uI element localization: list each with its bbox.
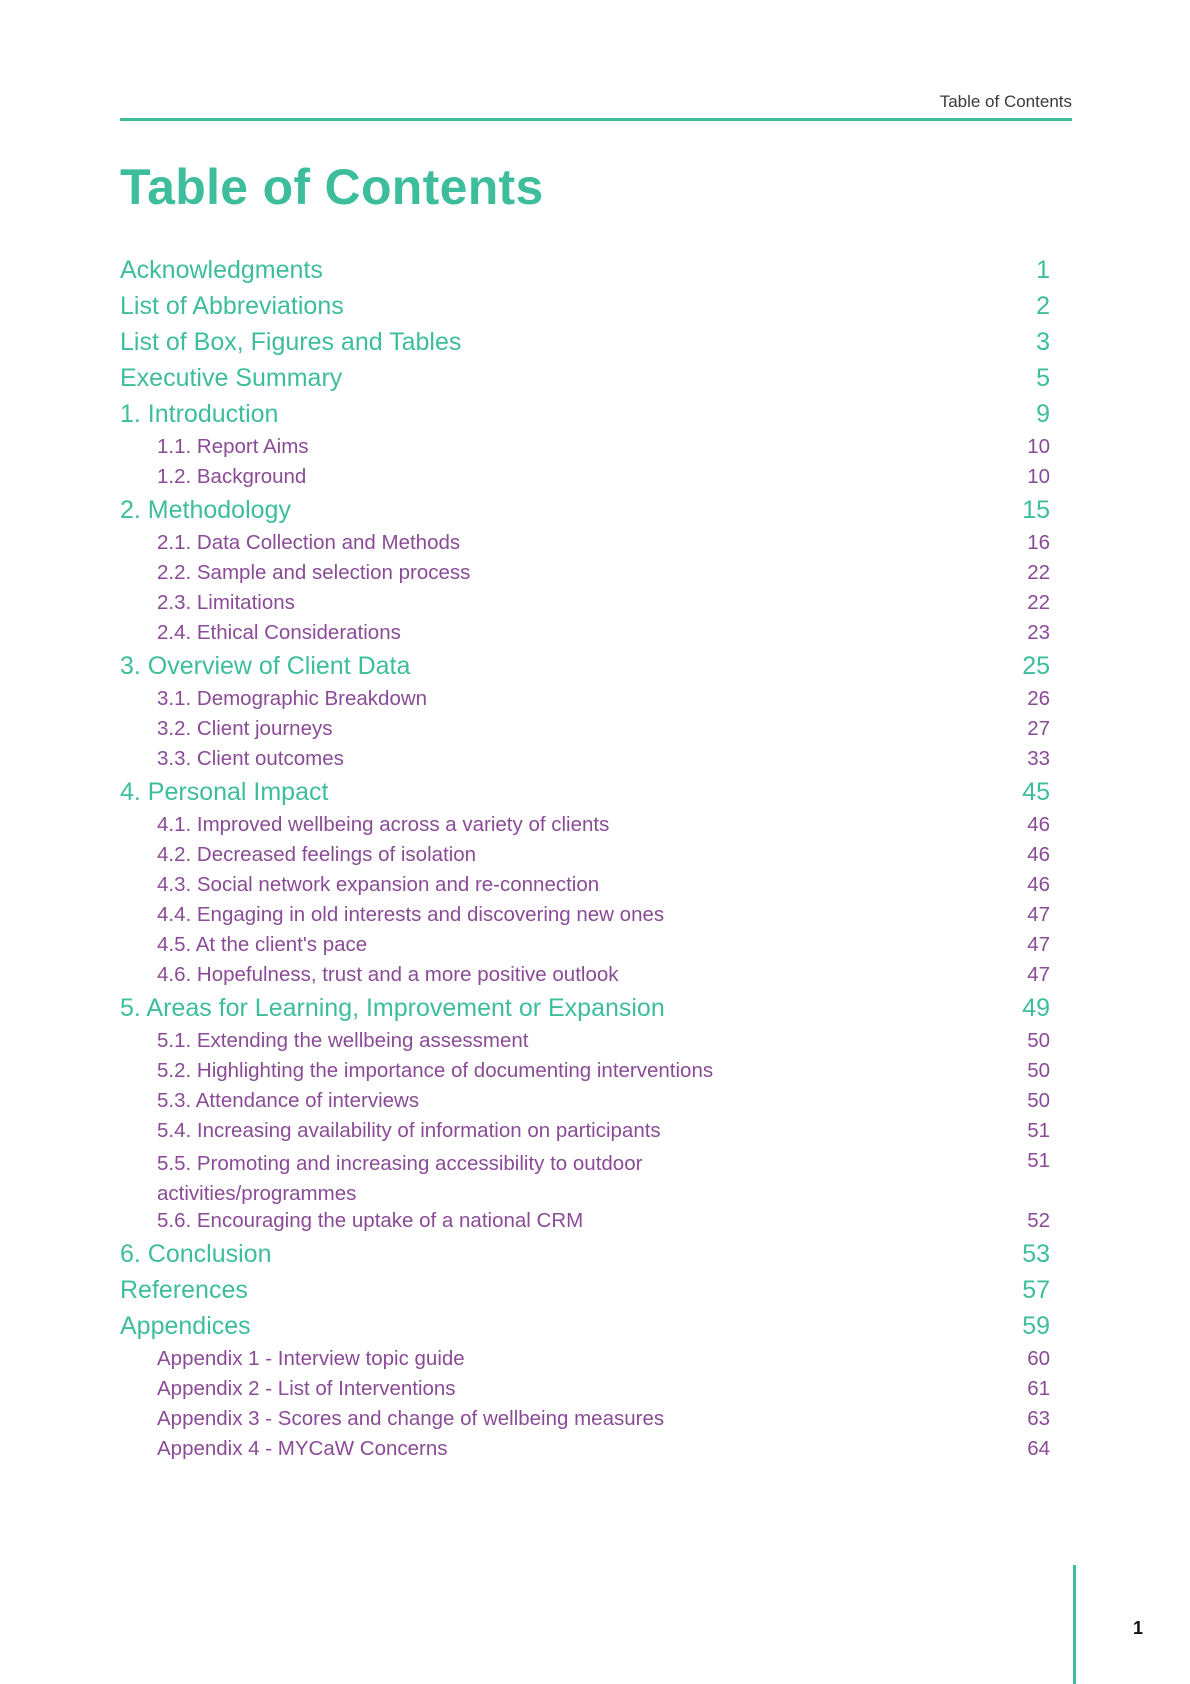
toc-page-number: 49 (1022, 994, 1050, 1022)
toc-label: Executive Summary (120, 364, 343, 392)
toc-label: List of Abbreviations (120, 292, 344, 320)
toc-page-number: 22 (1027, 591, 1050, 614)
toc-page-number: 27 (1027, 717, 1050, 740)
toc-page-number: 47 (1027, 903, 1050, 926)
toc-page-number: 63 (1027, 1407, 1050, 1430)
toc-page-number: 52 (1027, 1209, 1050, 1232)
toc-label: Appendix 4 - MYCaW Concerns (157, 1437, 448, 1460)
toc-label: 3.2. Client journeys (157, 717, 333, 740)
toc-label: Appendix 1 - Interview topic guide (157, 1347, 465, 1370)
toc-page-number: 3 (1036, 328, 1050, 356)
toc-label: 1.2. Background (157, 465, 307, 488)
toc-page-number: 46 (1027, 813, 1050, 836)
toc-page-number: 2 (1036, 292, 1050, 320)
toc-page-number: 46 (1027, 843, 1050, 866)
toc-page-number: 57 (1022, 1276, 1050, 1304)
toc-label: 5.5. Promoting and increasing accessibility to outdoor activities/programmes (157, 1152, 643, 1205)
toc-label: List of Box, Figures and Tables (120, 328, 462, 356)
toc-page-number: 45 (1022, 778, 1050, 806)
toc-label: Acknowledgments (120, 256, 323, 284)
footer-rule (1073, 1565, 1076, 1684)
toc-page-number: 33 (1027, 747, 1050, 770)
page-title: Table of Contents (120, 159, 544, 215)
toc-page-number: 9 (1036, 400, 1050, 428)
toc-page-number: 60 (1027, 1347, 1050, 1370)
toc-label: 6. Conclusion (120, 1240, 272, 1268)
toc-page-number: 1 (1036, 256, 1050, 284)
toc-page-number: 51 (1027, 1149, 1050, 1172)
toc-page-number: 47 (1027, 963, 1050, 986)
toc-label: 5.4. Increasing availability of information on participants (157, 1119, 661, 1142)
toc-label: 2.4. Ethical Considerations (157, 621, 401, 644)
toc-page-number: 22 (1027, 561, 1050, 584)
toc-page-number: 53 (1022, 1240, 1050, 1268)
running-header: Table of Contents (939, 92, 1072, 111)
page-number: 1 (1133, 1618, 1144, 1638)
toc-label: 5.2. Highlighting the importance of documenting interventions (157, 1059, 714, 1082)
toc-page-number: 50 (1027, 1089, 1050, 1112)
toc-label: 5.3. Attendance of interviews (157, 1089, 420, 1112)
toc-label: Appendix 2 - List of Interventions (157, 1377, 456, 1400)
toc-page-number: 23 (1027, 621, 1050, 644)
toc-label: 4.5. At the client's pace (157, 933, 368, 956)
toc-page-number: 50 (1027, 1029, 1050, 1052)
toc-label: 2.3. Limitations (157, 591, 295, 614)
toc-label: 4.4. Engaging in old interests and discovering new ones (157, 903, 665, 926)
toc-page-number: 46 (1027, 873, 1050, 896)
toc-label: 5. Areas for Learning, Improvement or Expansion (120, 994, 665, 1022)
toc-page-number: 51 (1027, 1119, 1050, 1142)
toc-page-number: 10 (1027, 435, 1050, 458)
toc-label: 3.1. Demographic Breakdown (157, 687, 428, 710)
toc-label: 3.3. Client outcomes (157, 747, 344, 770)
toc-page-number: 16 (1027, 531, 1050, 554)
toc-label: 1.1. Report Aims (157, 435, 309, 458)
toc-page-number: 15 (1022, 496, 1050, 524)
toc-label: 4.1. Improved wellbeing across a variety of clients (157, 813, 610, 836)
toc-page-number: 59 (1022, 1312, 1050, 1340)
toc-page-number: 10 (1027, 465, 1050, 488)
toc-label: 1. Introduction (120, 400, 279, 428)
toc-label: References (120, 1276, 248, 1304)
toc-page-number: 61 (1027, 1377, 1050, 1400)
toc-label: 5.6. Encouraging the uptake of a national CRM (157, 1209, 584, 1232)
toc-label: 4.6. Hopefulness, trust and a more positive outlook (157, 963, 619, 986)
toc-page-number: 26 (1027, 687, 1050, 710)
toc-label: 3. Overview of Client Data (120, 652, 411, 680)
toc-label: 4.2. Decreased feelings of isolation (157, 843, 477, 866)
toc-page-number: 5 (1036, 364, 1050, 392)
toc-label: 2.2. Sample and selection process (157, 561, 471, 584)
toc-page-number: 64 (1027, 1437, 1050, 1460)
toc-label: Appendices (120, 1312, 251, 1340)
toc-label: 4.3. Social network expansion and re-connection (157, 873, 600, 896)
toc-label: 2. Methodology (120, 496, 291, 524)
toc-page-number: 50 (1027, 1059, 1050, 1082)
toc-page-number: 25 (1022, 652, 1050, 680)
toc-page-number: 47 (1027, 933, 1050, 956)
toc-label: 5.1. Extending the wellbeing assessment (157, 1029, 529, 1052)
toc-label: 2.1. Data Collection and Methods (157, 531, 461, 554)
toc-label: 4. Personal Impact (120, 778, 329, 806)
toc-label: Appendix 3 - Scores and change of wellbeing measures (157, 1407, 665, 1430)
